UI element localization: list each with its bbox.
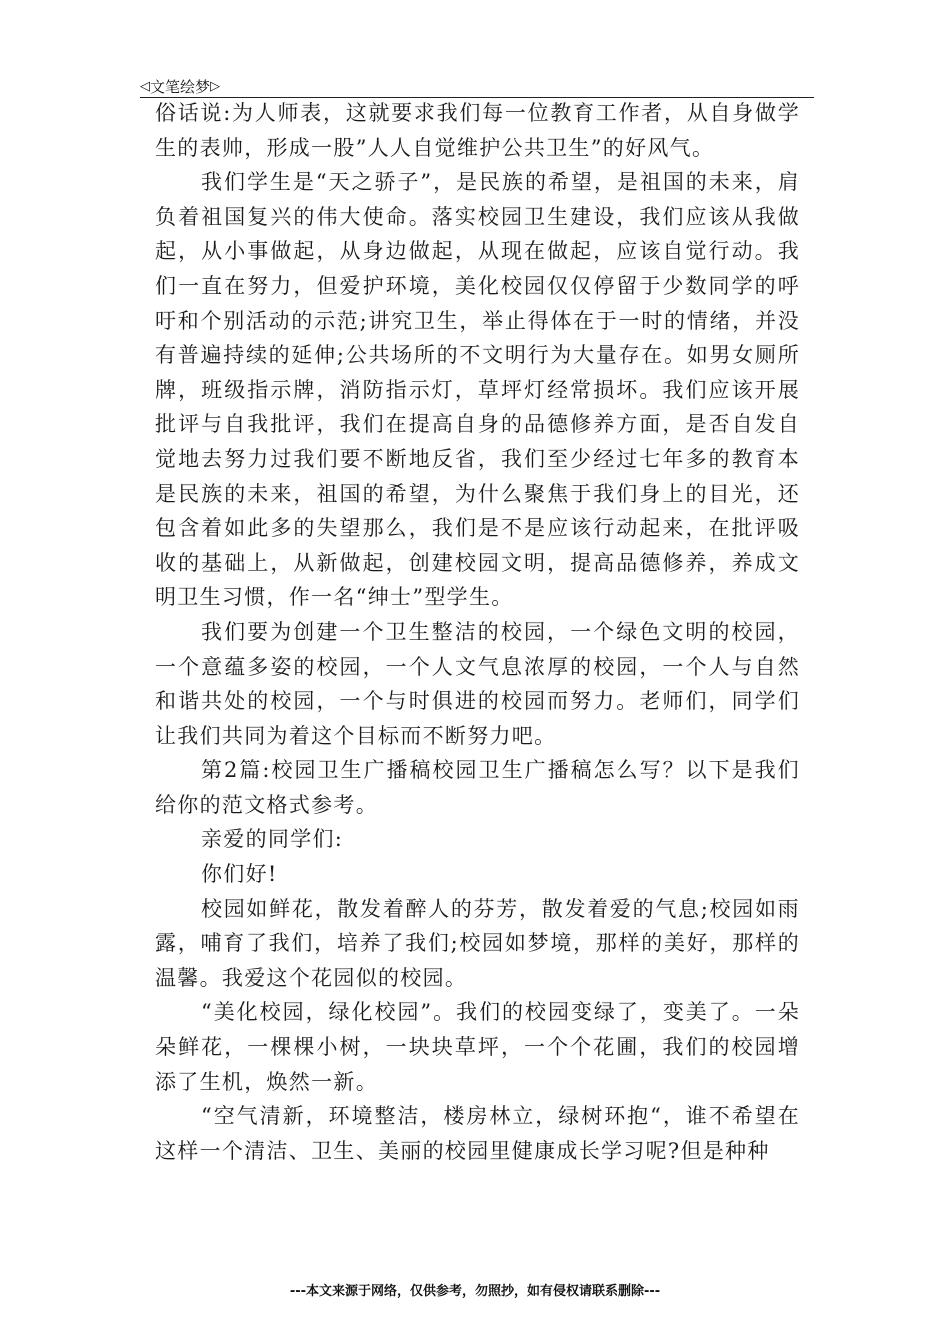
paragraph: “美化校园，绿化校园”。我们的校园变绿了，变美了。一朵朵鲜花，一棵棵小树，一块块草坪，一个个花圃，我们的校园增添了生机，焕然一新。 [155,1000,800,1094]
paragraph: “空气清新，环境整洁，楼房林立，绿树环抱“，谁不希望在这样一个清洁、卫生、美丽的校园里健康成长学习呢?但是种种 [155,1104,800,1163]
right-triangle-icon: ▷ [210,78,221,94]
salutation: 亲爱的同学们: [201,827,344,852]
paragraph-continued: 俗话说:为人师表，这就要求我们每一位教育工作者，从自身做学生的表帅，形成一股”人人自觉维护公共卫生”的好风气。 [155,101,800,160]
paragraph: 我们学生是“天之骄子”，是民族的希望，是祖国的未来，肩负着祖国复兴的伟大使命。落实校园卫生建设，我们应该从我做起，从小事做起，从身边做起，从现在做起，应该自觉行动。我们一直在努力，但爱护环境，美化校园仅仅停留于少数同学的呼吁和个别活动的示范;讲究卫生，举止得体在于一时的情绪，并没有普遍持续的延伸;公共场所的不文明行为大量存在。如男女厕所牌，班级指示牌，消防指示灯，草坪灯经常损坏。我们应该开展批评与自我批评，我们在提高自身的品德修养方面，是否自发自觉地去努力过我们要不断地反省，我们至少经过七年多的教育本是民族的未来，祖国的希望，为什么聚焦于我们身上的目光，还包含着如此多的失望那么，我们是不是应该行动起来，在批评吸收的基础上，从新做起，创建校园文明，提高品德修养，养成文明卫生习惯，作一名“绅士”型学生。 [155,170,800,610]
section-heading-paragraph: 第2篇:校园卫生广播稿校园卫生广播稿怎么写？以下是我们给你的范文格式参考。 [155,758,800,817]
greeting: 你们好! [201,862,278,887]
document-body [155,96,800,1168]
paragraph: 我们要为创建一个卫生整洁的校园，一个绿色文明的校园，一个意蕴多姿的校园，一个人文气息浓厚的校园，一个人与自然和谐共处的校园，一个与时俱进的校园而努力。老师们，同学们让我们共同为着这个目标而不断努力吧。 [155,619,800,748]
left-triangle-icon: ◁ [140,78,150,94]
header-title: 文笔绘梦 [150,77,211,96]
paragraph: 校园如鲜花，散发着醉人的芬芳，散发着爱的气息;校园如雨露，哺育了我们，培养了我们;校园如梦境，那样的美好，那样的温馨。我爱这个花园似的校园。 [155,896,800,990]
footer-disclaimer: ---本文来源于网络，仅供参考，勿照抄，如有侵权请联系删除--- [289,1284,661,1299]
document-header [140,74,220,98]
